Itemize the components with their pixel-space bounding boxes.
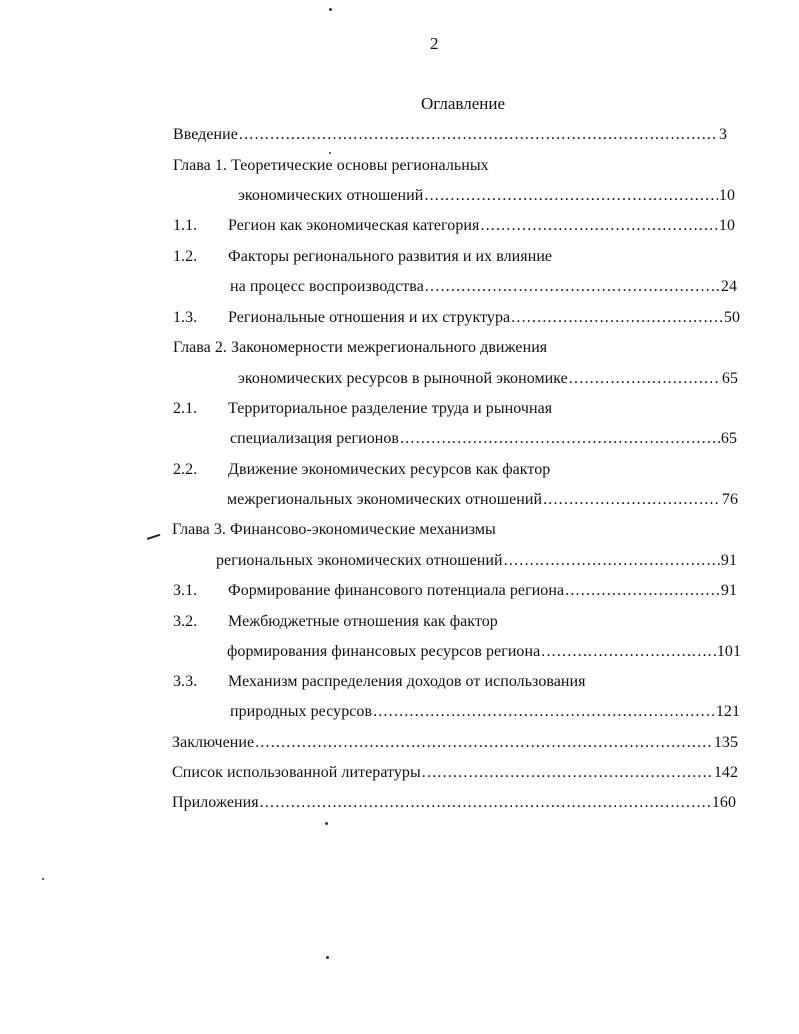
toc-entry-text: Формирование финансового потенциала региона: [228, 582, 565, 599]
scan-speck: [329, 8, 332, 11]
toc-leader: [400, 429, 720, 449]
toc-entry-number: 3.1.: [173, 582, 198, 599]
toc-entry-chapter-3-cont: [216, 551, 737, 571]
toc-entry-page: 65: [720, 430, 737, 447]
toc-entry-chapter-2-cont: [238, 369, 738, 389]
toc-leader: [239, 125, 718, 145]
toc-entry-page: 3: [718, 126, 727, 143]
toc-entry-text: Регион как экономическая категория: [228, 217, 480, 234]
toc-entry-2-1: [173, 399, 733, 419]
toc-leader: [480, 216, 717, 236]
toc-entry-3-2-cont: [227, 642, 741, 662]
toc-entry-text: формирования финансовых ресурсов региона: [227, 643, 541, 660]
toc-entry-text: Приложения: [172, 794, 259, 811]
toc-entry-text: Межбюджетные отношения как фактор: [228, 613, 498, 630]
toc-leader: [541, 642, 716, 662]
page-number: 2: [430, 34, 439, 53]
toc-leader: [569, 369, 721, 389]
toc-entry-page: 142: [713, 764, 738, 781]
toc-entry-number: 2.1.: [173, 400, 198, 417]
toc-leader: [425, 277, 720, 297]
toc-entry-page: 24: [720, 278, 737, 295]
toc-entry-text: региональных экономических отношений: [216, 552, 503, 569]
toc-entry-chapter-2: [173, 338, 743, 358]
scan-speck: [325, 822, 328, 825]
toc-entry-text: Факторы регионального развития и их влияние: [228, 248, 553, 265]
toc-entry-page: 91: [720, 582, 737, 599]
toc-entry-page: 76: [721, 491, 738, 508]
toc-entry-page: 121: [715, 703, 740, 720]
toc-title: Оглавление: [421, 94, 505, 113]
toc-entry-text: Движение экономических ресурсов как фактор: [228, 461, 551, 478]
toc-entry-conclusion: [172, 733, 738, 753]
toc-entry-number: 1.3.: [173, 309, 198, 326]
toc-entry-appendices: [172, 793, 736, 813]
toc-entry-1-3: [173, 308, 740, 328]
toc-entry-number: 1.1.: [173, 217, 198, 234]
toc-entry-3-3: [173, 672, 733, 692]
toc-leader: [422, 763, 713, 783]
toc-entry-1-2-cont: [230, 277, 737, 297]
toc-entry-page: 65: [721, 370, 738, 387]
toc-entry-2-2-cont: [227, 490, 738, 510]
toc-entry-number: 3.2.: [173, 613, 198, 630]
toc-entry-bibliography: [172, 763, 738, 783]
toc-leader: [511, 308, 723, 328]
toc-entry-chapter-1-cont: [238, 186, 735, 206]
scan-speck: [326, 956, 329, 959]
toc-entry-text: природных ресурсов: [230, 703, 373, 720]
toc-entry-text: специализация регионов: [230, 430, 400, 447]
scan-speck: [329, 152, 331, 154]
toc-leader: [424, 186, 718, 206]
toc-entry-text: межрегиональных экономических отношений: [227, 491, 543, 508]
toc-entry-page: 10: [718, 187, 735, 204]
toc-leader: [565, 581, 720, 601]
toc-entry-text: экономических ресурсов в рыночной экономике: [238, 370, 568, 387]
toc-entry-page: 91: [720, 552, 737, 569]
toc-entry-text: на процесс воспроизводства: [230, 278, 424, 295]
toc-entry-number: 3.3.: [173, 673, 198, 690]
toc-entry-text: Глава 3. Финансово-экономические механизмы: [172, 521, 496, 538]
toc-entry-page: 101: [716, 643, 741, 660]
toc-entry-number: 2.2.: [173, 461, 198, 478]
toc-leader: [260, 793, 711, 813]
toc-entry-page: 160: [711, 794, 736, 811]
toc-entry-introduction: [173, 125, 727, 145]
toc-entry-chapter-3: [172, 520, 732, 540]
toc-entry-text: экономических отношений: [238, 187, 424, 204]
toc-entry-2-2: [173, 460, 733, 480]
toc-leader: [543, 490, 721, 510]
toc-entry-text: Список использованной литературы: [172, 764, 421, 781]
toc-entry-chapter-1: [173, 156, 733, 176]
toc-leader: [373, 702, 715, 722]
toc-entry-text: Глава 2. Закономерности межрегионального движения: [173, 339, 548, 356]
toc-entry-page: 10: [718, 217, 735, 234]
pen-mark: [147, 534, 161, 540]
toc-entry-page: 135: [713, 734, 738, 751]
toc-entry-3-1: [173, 581, 737, 601]
toc-entry-text: Глава 1. Теоретические основы региональных: [173, 157, 489, 174]
toc-entry-text: Механизм распределения доходов от использования: [228, 673, 586, 690]
toc-entry-1-2: [173, 247, 733, 267]
toc-entry-3-2: [173, 612, 733, 632]
toc-entry-1-1: [173, 216, 735, 236]
toc-leader: [504, 551, 720, 571]
toc-entry-2-1-cont: [230, 429, 737, 449]
toc-entry-3-3-cont: [230, 702, 740, 722]
toc-entry-text: Заключение: [172, 734, 255, 751]
toc-leader: [255, 733, 713, 753]
toc-entry-number: 1.2.: [173, 248, 198, 265]
toc-entry-page: 50: [723, 309, 740, 326]
scan-speck: [42, 878, 44, 880]
toc-entry-text: Региональные отношения и их структура: [228, 309, 511, 326]
toc-entry-text: Введение: [173, 126, 238, 143]
toc-entry-text: Территориальное разделение труда и рыночная: [228, 400, 553, 417]
